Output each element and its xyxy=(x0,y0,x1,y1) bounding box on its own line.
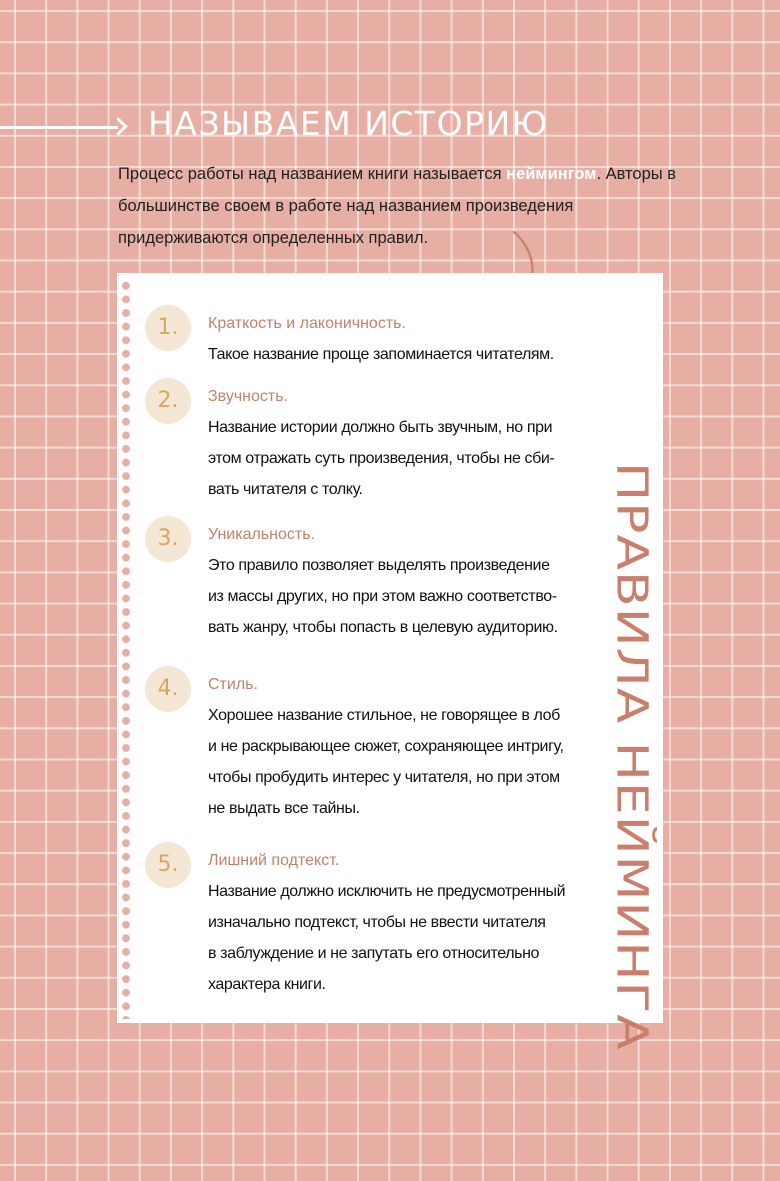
arrow-right-icon xyxy=(109,117,127,135)
rule-number: 3. xyxy=(145,516,191,562)
header-line xyxy=(0,126,118,129)
rule-title: Звучность. xyxy=(208,388,288,405)
intro-text-end: . Авторы в большинстве своем в работе над названием произведения придерживаются определенных правил. xyxy=(118,165,676,247)
rules-list xyxy=(117,273,663,1051)
side-title: ПРАВИЛА НЕЙМИНГА xyxy=(606,462,656,1051)
rule-title: Краткость и лаконичность. xyxy=(208,315,406,332)
intro-highlight: неймингом xyxy=(506,165,597,183)
intro-text: Процесс работы над названием книги называется xyxy=(118,165,507,183)
rule-text: Такое название проще запоминается читателям. xyxy=(208,346,554,363)
rule-number: 5. xyxy=(145,842,191,888)
rule-number: 2. xyxy=(145,378,191,424)
intro-paragraph xyxy=(118,158,698,254)
rule-text: Название должно исключить не предусмотренный изначально подтекст, чтобы не ввести читателя в заблуждение и не запутать его относительно характера книги. xyxy=(208,883,566,993)
rule-number: 1. xyxy=(145,305,191,351)
rule-title: Стиль. xyxy=(208,676,258,693)
section-title: НАЗЫВАЕМ ИСТОРИЮ xyxy=(148,104,549,143)
rule-title: Лишний подтекст. xyxy=(208,852,340,869)
rules-card xyxy=(117,273,663,1051)
rule-text: Хорошее название стильное, не говорящее в лоб и не раскрывающее сюжет, сохраняющее интригу, чтобы пробудить интерес у читателя, но при этом не выдать все тайны. xyxy=(208,707,564,817)
rule-text: Название истории должно быть звучным, но при этом отражать суть произведения, чтобы не сби- вать читателя с толку. xyxy=(208,419,555,498)
rule-text: Это правило позволяет выделять произведение из массы других, но при этом важно соответство- вать жанру, чтобы попасть в целевую аудиторию. xyxy=(208,557,558,636)
rule-number: 4. xyxy=(145,666,191,712)
rule-title: Уникальность. xyxy=(208,526,315,543)
